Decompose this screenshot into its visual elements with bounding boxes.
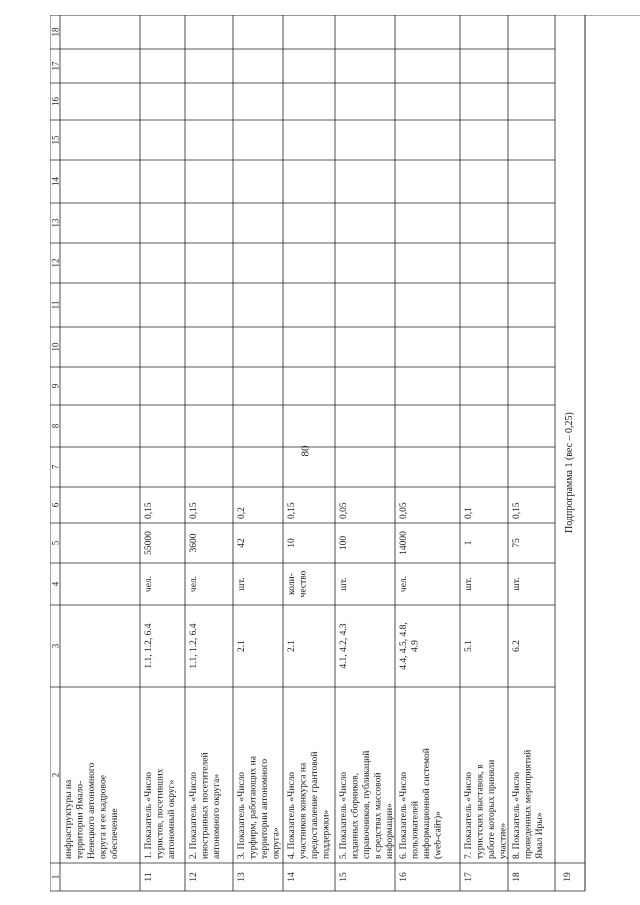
header-number (51, 61, 61, 71)
unit (339, 577, 349, 590)
header-number-line: 3 (50, 643, 61, 649)
weight-line: 0,15 (287, 502, 297, 519)
indicator-name (339, 751, 395, 859)
indicator-name-line: (web-сайт)» (433, 811, 444, 859)
header-number-line: 2 (50, 772, 61, 778)
unit-line: шт. (464, 577, 474, 591)
header-number-line: 9 (50, 383, 61, 389)
continuation-text-line: территории Ямало- (75, 780, 86, 859)
indicator-name (399, 748, 444, 859)
header-number (51, 502, 61, 507)
indicator-name-line: 1. Показатель «Число (144, 771, 154, 859)
event-reference-line: 4.4, 4.5, 4.8, (399, 622, 409, 670)
weight (464, 507, 474, 519)
indicator-name-line: информационной системой (422, 748, 432, 859)
weight (339, 502, 349, 519)
header-number (51, 301, 61, 310)
row-number (399, 872, 409, 882)
indicator-name-line: 4. Показатель «Число (287, 771, 297, 859)
planned-value (144, 531, 154, 555)
planned-value-line: 3600 (189, 533, 199, 553)
header-number (51, 383, 61, 388)
unit (287, 570, 309, 597)
header-number (51, 875, 61, 880)
header-number-line: 18 (50, 27, 61, 37)
header-number-line: 8 (50, 423, 61, 429)
indicator-name (464, 760, 509, 859)
indicator-name-line: 6. Показатель «Число (399, 771, 409, 859)
event-reference-line: 1.1, 1.2, 6.4 (144, 623, 154, 669)
header-number (51, 643, 61, 648)
planned-value (399, 531, 409, 555)
event-reference-line: 5.1 (464, 640, 474, 652)
indicator-name-line: 3. Показатель «Число (237, 771, 247, 859)
header-number (51, 581, 61, 586)
indicator-name-line: в средствах массовой (373, 772, 384, 859)
row-number-line: 12 (189, 872, 199, 882)
header-number-line: 17 (50, 61, 61, 71)
indicator-name-line: справочников, публикаций (362, 750, 372, 859)
indicator-name-line: 8. Показатель «Число (512, 771, 522, 859)
indicator-name-line: поддержки» (321, 809, 332, 859)
event-reference-line: 4.1, 4.2, 4.3 (339, 623, 349, 669)
planned-value-line: 42 (237, 538, 247, 548)
weight (144, 502, 154, 519)
planned-value (339, 536, 349, 551)
unit (464, 577, 474, 590)
row-number-line: 18 (512, 872, 522, 882)
row-number-line: 19 (563, 872, 573, 882)
row-number-line: 11 (144, 872, 154, 882)
header-number-line: 6 (50, 502, 61, 508)
indicator-name-line: работе которых приняли (487, 759, 497, 859)
weight (189, 502, 199, 519)
weight-line: 0,15 (144, 502, 154, 519)
indicator-name-line: иностранных посетителей (200, 752, 211, 859)
event-reference (464, 640, 474, 652)
weight (399, 502, 409, 519)
unit-line: чество (298, 570, 309, 598)
row-number (512, 872, 522, 882)
unit-line: шт. (237, 577, 247, 591)
page-number: 80 (299, 445, 312, 457)
event-reference (339, 623, 349, 668)
unit (237, 577, 247, 590)
row-number (464, 872, 474, 882)
unit-line: шт. (512, 577, 522, 591)
row-number-line: 15 (339, 872, 349, 882)
unit-line: коли- (287, 573, 297, 595)
indicator-name-line: пользователей (410, 801, 421, 859)
event-reference (189, 623, 199, 668)
row-number-line: 13 (237, 872, 247, 882)
unit (512, 577, 522, 590)
header-number (51, 218, 61, 228)
planned-value-line: 10 (287, 538, 297, 548)
indicator-name-line: информации» (385, 803, 395, 859)
event-reference-line: 4.9 (410, 640, 421, 652)
indicator-name-line: автономного округа» (212, 773, 222, 859)
unit-line: шт. (339, 577, 349, 591)
event-reference-line: 2.1 (287, 640, 297, 652)
header-number (51, 259, 61, 268)
weight-line: 0,15 (512, 502, 522, 519)
event-reference-line: 2.1 (237, 640, 247, 652)
planned-value (287, 538, 297, 548)
indicator-name (237, 755, 282, 859)
header-number-line: 15 (50, 135, 61, 145)
header-number (51, 135, 61, 145)
weight-line: 0,15 (189, 502, 199, 519)
indicator-name-line: территории автономного (260, 758, 270, 859)
planned-value-line: 55000 (144, 531, 154, 555)
indicator-name-line: участие» (498, 822, 509, 859)
header-number (51, 540, 61, 545)
planned-value (512, 538, 522, 548)
planned-value (464, 540, 474, 545)
header-number (51, 464, 61, 469)
header-number-line: 4 (50, 581, 61, 587)
unit-line: чел. (399, 575, 409, 593)
weight-line: 0,1 (464, 507, 474, 519)
header-number (51, 423, 61, 428)
row-number-line: 17 (464, 872, 474, 882)
indicator-name-line: проведенных мероприятий (523, 749, 534, 859)
header-number-line: 5 (50, 540, 61, 546)
planned-value-line: 75 (512, 538, 522, 548)
planned-value (189, 533, 199, 552)
unit (189, 576, 199, 592)
indicator-name-line: туристов, посетивших (155, 768, 166, 859)
weight-line: 0,05 (399, 502, 409, 519)
indicator-name-line: 7. Показатель «Число (464, 771, 474, 859)
event-reference (237, 640, 247, 652)
unit (144, 576, 154, 592)
indicator-name (144, 768, 177, 859)
event-reference (399, 622, 421, 670)
subprogram-label-line: Подпрограмма 1 (вес – 0,25) (564, 412, 575, 533)
header-number (51, 773, 61, 778)
event-reference-line: 6.2 (512, 640, 522, 652)
indicator-name-line: 2. Показатель «Число (189, 771, 199, 859)
continuation-text-line: Ненецкого автономного (87, 762, 97, 859)
weight-line: 0,05 (339, 502, 349, 519)
indicator-name (512, 750, 545, 859)
row-number (189, 872, 199, 882)
header-number-line: 16 (50, 97, 61, 106)
row-number (563, 872, 573, 882)
indicator-name-line: турфирм, работающих на (248, 756, 259, 859)
header-number (51, 97, 61, 107)
indicator-name-line: предоставление грантовой (310, 751, 320, 859)
row-number (287, 872, 297, 882)
indicator-table (50, 15, 640, 900)
indicator-name-line: Ямал Иры» (535, 812, 545, 859)
indicator-name-line: туристских выставок, в (475, 764, 486, 859)
header-number-line: 1 (50, 874, 61, 880)
header-number (51, 342, 61, 352)
continuation-text-line: инфраструктуры на (64, 779, 74, 859)
header-number-line: 7 (50, 464, 61, 470)
unit (399, 576, 409, 592)
weight (287, 502, 297, 519)
row-number (339, 872, 349, 882)
rotated-table-sheet (50, 15, 640, 900)
weight (512, 502, 522, 519)
header-number-line: 14 (50, 177, 61, 186)
header-number (51, 177, 61, 187)
indicator-name-line: автономный округ» (167, 779, 177, 859)
header-number-line: 13 (50, 218, 61, 228)
unit-line: чел. (144, 575, 154, 593)
planned-value-line: 1 (464, 540, 474, 546)
unit-line: чел. (189, 575, 199, 593)
row-number (237, 872, 247, 882)
row-number (144, 872, 154, 881)
event-reference-line: 1.1, 1.2, 6.4 (189, 623, 199, 669)
row-number-line: 14 (287, 872, 297, 882)
event-reference (512, 640, 522, 652)
indicator-name (189, 752, 222, 859)
continuation-text-line: обеспечение (110, 808, 120, 859)
indicator-name-line: участников конкурса на (298, 762, 309, 859)
continuation-text (63, 762, 120, 859)
header-number-line: 12 (50, 258, 61, 268)
indicator-name-line: изданных сборников, (350, 773, 361, 859)
weight-line: 0,2 (237, 507, 247, 519)
planned-value (237, 538, 247, 548)
planned-value-line: 14000 (399, 531, 409, 555)
planned-value-line: 100 (339, 535, 349, 551)
indicator-name-line: округа» (271, 827, 282, 859)
indicator-name-line: 5. Показатель «Число (339, 771, 349, 859)
header-number-line: 11 (50, 300, 61, 310)
event-reference (287, 640, 297, 652)
weight (237, 507, 247, 519)
row-number-line: 16 (399, 872, 409, 882)
subprogram-label (564, 412, 575, 533)
event-reference (144, 623, 154, 668)
indicator-name (287, 751, 332, 859)
header-number-line: 10 (50, 342, 61, 352)
continuation-text-line: округа и ее кадровое (98, 774, 109, 859)
header-number (51, 27, 61, 37)
